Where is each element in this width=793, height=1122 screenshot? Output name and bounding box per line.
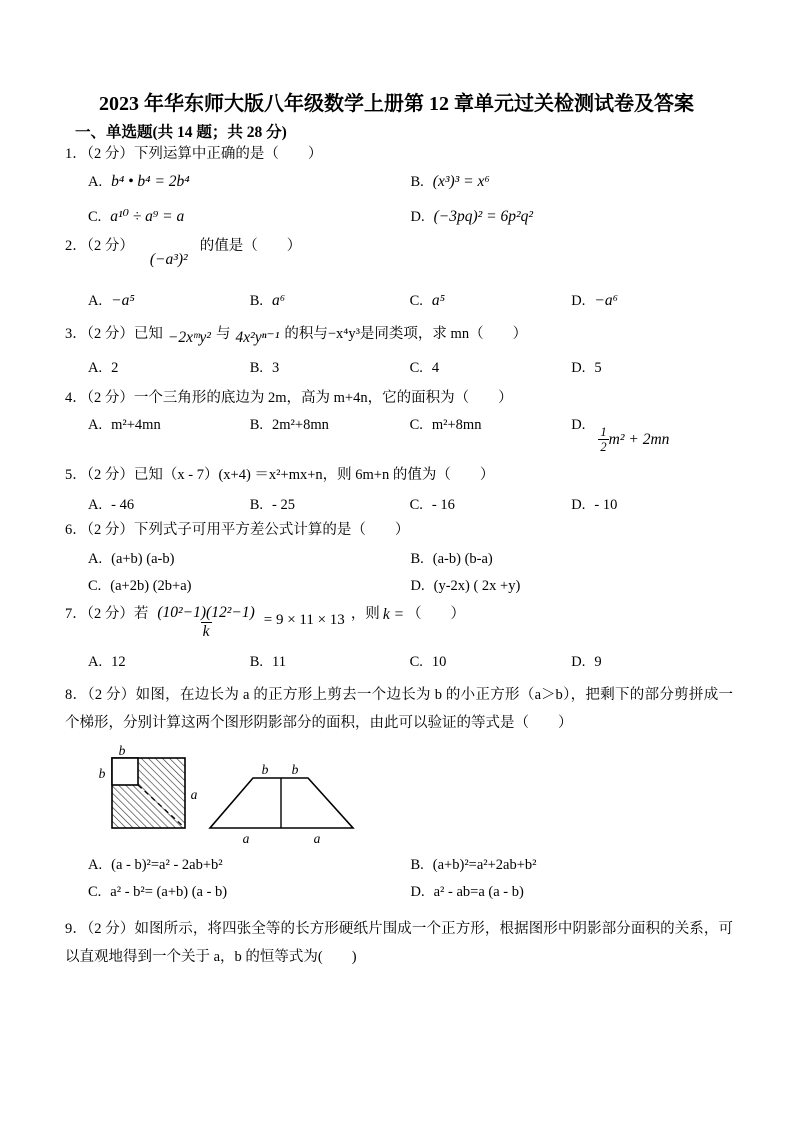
- question-8-options-row-1: [65, 857, 733, 874]
- option-b: [411, 551, 734, 568]
- option-text: (a - b)²=a² - 2ab+b²: [111, 856, 223, 873]
- question-number: 6．（2 分）: [65, 522, 134, 538]
- option-text: 5: [594, 360, 602, 376]
- option-formula: (−3pq)² = 6p²q²: [433, 208, 534, 225]
- option-d: [571, 497, 733, 514]
- question-number: 4．（2 分）: [65, 390, 134, 406]
- option-d: [571, 292, 733, 310]
- option-d: [411, 578, 734, 595]
- option-label: A.: [88, 174, 103, 190]
- option-c: [410, 292, 572, 310]
- question-text: 的值是（ ）: [199, 238, 302, 254]
- option-label: D.: [571, 417, 586, 433]
- option-label: A.: [88, 417, 103, 433]
- option-d: [571, 360, 733, 377]
- option-c: [410, 654, 572, 671]
- fraction-denominator: 2: [600, 440, 607, 455]
- option-text: (y-2x) ( 2x +y): [433, 578, 521, 594]
- figure-label-b-trap-right: b: [291, 761, 299, 777]
- question-8-figure: [85, 745, 733, 847]
- option-c: [88, 208, 411, 226]
- option-label: A.: [88, 293, 103, 309]
- option-text: (a+b) (a-b): [111, 551, 175, 567]
- option-text: m²+8mn: [431, 417, 482, 433]
- option-label: A.: [88, 653, 103, 670]
- option-label: B.: [410, 551, 424, 567]
- question-9-stem: [65, 915, 733, 971]
- option-label: C.: [88, 209, 102, 225]
- question-text: ，则: [350, 606, 380, 622]
- option-label: D.: [571, 293, 586, 309]
- fraction-denominator: k: [202, 622, 210, 640]
- page-title: 2023 年华东师大版八年级数学上册第 12 章单元过关检测试卷及答案: [99, 93, 694, 115]
- option-c: [410, 360, 572, 377]
- question-number: 5．（2 分）: [65, 467, 134, 483]
- option-formula: a⁶: [272, 292, 286, 309]
- option-a: [88, 292, 250, 310]
- option-text: 12: [111, 653, 126, 670]
- figure-label-a-trap-right: a: [313, 830, 321, 846]
- option-label: D.: [571, 653, 586, 670]
- fraction-numerator: (10²−1)(12²−1): [157, 604, 255, 621]
- question-text: 已知（x - 7）(x+4) ＝x²+mx+n，则 6m+n 的值为（ ）: [133, 467, 495, 483]
- question-text: 与: [215, 326, 231, 342]
- fraction-numerator: 1: [600, 425, 607, 439]
- option-text: a² - ab=a (a - b): [433, 883, 524, 900]
- question-1-options-row-2: [65, 208, 733, 226]
- question-5-stem: [65, 467, 733, 484]
- option-text: 2m²+8mn: [272, 417, 329, 433]
- option-label: B.: [410, 174, 424, 190]
- option-label: D.: [410, 883, 425, 900]
- question-1-stem: [65, 146, 733, 163]
- option-b: [250, 292, 410, 310]
- question-formula: k =: [382, 606, 405, 623]
- option-label: D.: [410, 209, 425, 225]
- option-a: [88, 551, 411, 568]
- question-1-options-row-1: [65, 173, 733, 191]
- figure-label-b-trap-left: b: [261, 761, 269, 777]
- option-text: (a-b) (b-a): [432, 551, 493, 567]
- figure-label-b-left: b: [98, 765, 106, 781]
- option-c: [88, 578, 411, 595]
- option-text: - 16: [431, 497, 455, 513]
- question-number: 3．（2 分）: [65, 326, 134, 342]
- option-b: [250, 497, 410, 514]
- section-heading: 一、单选题(共 14 题；共 28 分): [75, 124, 287, 141]
- option-text: a² - b²= (a+b) (a - b): [110, 883, 228, 900]
- question-5-options-row: [65, 497, 733, 514]
- figure-label-b-top: b: [118, 744, 126, 758]
- question-3-options-row: [65, 360, 733, 377]
- option-label: D.: [571, 360, 586, 376]
- option-b: [411, 173, 734, 191]
- figure-label-a-trap-left: a: [242, 830, 250, 846]
- question-text: 下列式子可用平方差公式计算的是（ ）: [133, 522, 410, 538]
- fraction: [155, 604, 256, 641]
- question-text: 如图，在边长为 a 的正方形上剪去一个边长为 b 的小正方形（a＞b），把剩下的部分剪拼成一个梯形，分别计算这两个图形阴影部分的面积，由此可以验证的等式是（ ）: [65, 686, 734, 731]
- option-d: [411, 884, 734, 901]
- option-a: [88, 417, 250, 434]
- question-text: 下列运算中正确的是（ ）: [133, 146, 323, 162]
- option-label: A.: [88, 497, 103, 513]
- question-6-options-row-1: [65, 551, 733, 568]
- question-8-options-row-2: [65, 884, 733, 901]
- question-9: [65, 915, 733, 971]
- option-formula: a¹⁰ ÷ a⁹ = a: [110, 208, 185, 225]
- question-number: 1．（2 分）: [65, 146, 134, 162]
- option-label: B.: [410, 856, 424, 873]
- question-2: [65, 238, 733, 310]
- question-formula: −2xᵐy²: [167, 329, 211, 346]
- question-4-stem: [65, 390, 733, 407]
- option-formula: −a⁶: [594, 292, 618, 309]
- option-label: C.: [409, 653, 423, 670]
- question-7: [65, 604, 733, 671]
- option-label: C.: [88, 578, 102, 594]
- option-text: 3: [272, 360, 280, 376]
- question-number: 9．（2 分）: [65, 920, 135, 937]
- question-4: [65, 390, 733, 459]
- formula-rest: m² + 2mn: [608, 431, 670, 449]
- question-text: 一个三角形的底边为 2m，高为 m+4n，它的面积为（ ）: [133, 390, 513, 406]
- option-a: [88, 497, 250, 514]
- question-2-options-row: [65, 292, 733, 310]
- geometry-figure: [85, 745, 375, 847]
- option-label: B.: [249, 293, 264, 309]
- question-formula: 4x²yⁿ⁻¹: [235, 329, 280, 346]
- question-1: [65, 146, 733, 226]
- question-6: [65, 522, 733, 595]
- question-text: 的积与−x⁴y³是同类项，求 mn（ ）: [284, 326, 528, 342]
- option-text: (a+2b) (2b+a): [110, 578, 192, 594]
- cut-small-square: [112, 758, 138, 785]
- option-label: C.: [409, 497, 423, 513]
- option-formula: [598, 425, 669, 455]
- question-4-options-row: [65, 417, 733, 459]
- option-c: [410, 497, 572, 514]
- option-b: [250, 360, 410, 377]
- question-formula: (−a³)²: [149, 251, 188, 268]
- option-text: 10: [431, 653, 447, 670]
- option-text: 2: [111, 360, 119, 376]
- option-label: D.: [571, 497, 586, 513]
- option-text: - 46: [111, 497, 135, 513]
- option-label: C.: [409, 360, 423, 376]
- option-label: A.: [88, 551, 103, 567]
- option-label: B.: [249, 653, 264, 670]
- option-formula: (x³)³ = x⁶: [432, 173, 490, 190]
- option-text: (a+b)²=a²+2ab+b²: [432, 856, 537, 873]
- question-7-options-row: [65, 654, 733, 671]
- fraction: [598, 425, 608, 455]
- option-a: [88, 857, 411, 874]
- question-3: [65, 325, 733, 377]
- equation-rhs: = 9 × 11 × 13: [263, 612, 345, 628]
- option-text: 11: [272, 653, 286, 670]
- question-number: 2．（2 分）: [65, 238, 134, 254]
- option-formula: a⁵: [431, 292, 445, 309]
- option-label: D.: [410, 578, 425, 594]
- option-text: 4: [431, 360, 440, 376]
- option-label: A.: [88, 360, 103, 376]
- option-text: m²+4mn: [111, 417, 161, 433]
- option-label: B.: [249, 497, 264, 513]
- option-c: [88, 884, 411, 901]
- option-formula: −a⁵: [111, 292, 135, 309]
- option-d: [571, 654, 733, 671]
- question-6-stem: [65, 522, 733, 539]
- option-b: [250, 654, 410, 671]
- question-5: [65, 467, 733, 514]
- option-a: [88, 360, 250, 377]
- option-b: [411, 857, 734, 874]
- question-2-stem: [65, 238, 733, 268]
- option-label: C.: [409, 417, 423, 433]
- question-text: 如图所示，将四张全等的长方形硬纸片围成一个正方形，根据图形中阴影部分面积的关系，可以直观地得到一个关于 a，b 的恒等式为( ): [65, 920, 734, 965]
- option-label: C.: [409, 293, 423, 309]
- question-text: 已知: [133, 326, 163, 342]
- option-label: B.: [249, 360, 264, 376]
- option-d: [571, 417, 733, 455]
- question-number: 7．（2 分）若: [65, 606, 149, 622]
- option-text: - 10: [594, 497, 618, 513]
- question-3-stem: [65, 325, 733, 346]
- question-text: （ ）: [407, 606, 466, 622]
- question-7-stem: [65, 604, 733, 641]
- option-b: [250, 417, 410, 434]
- question-6-options-row-2: [65, 578, 733, 595]
- option-label: B.: [249, 417, 264, 433]
- question-8-stem: [65, 681, 733, 737]
- option-formula: b⁴ • b⁴ = 2b⁴: [111, 173, 190, 190]
- option-text: - 25: [272, 497, 295, 513]
- question-8: [65, 681, 733, 901]
- option-c: [410, 417, 572, 434]
- option-label: C.: [88, 883, 102, 900]
- figure-label-a-right: a: [190, 786, 198, 802]
- option-d: [411, 208, 734, 226]
- option-a: [88, 654, 250, 671]
- option-label: A.: [88, 856, 103, 873]
- option-text: 9: [594, 653, 602, 670]
- option-a: [88, 173, 411, 191]
- question-number: 8．（2 分）: [65, 686, 136, 703]
